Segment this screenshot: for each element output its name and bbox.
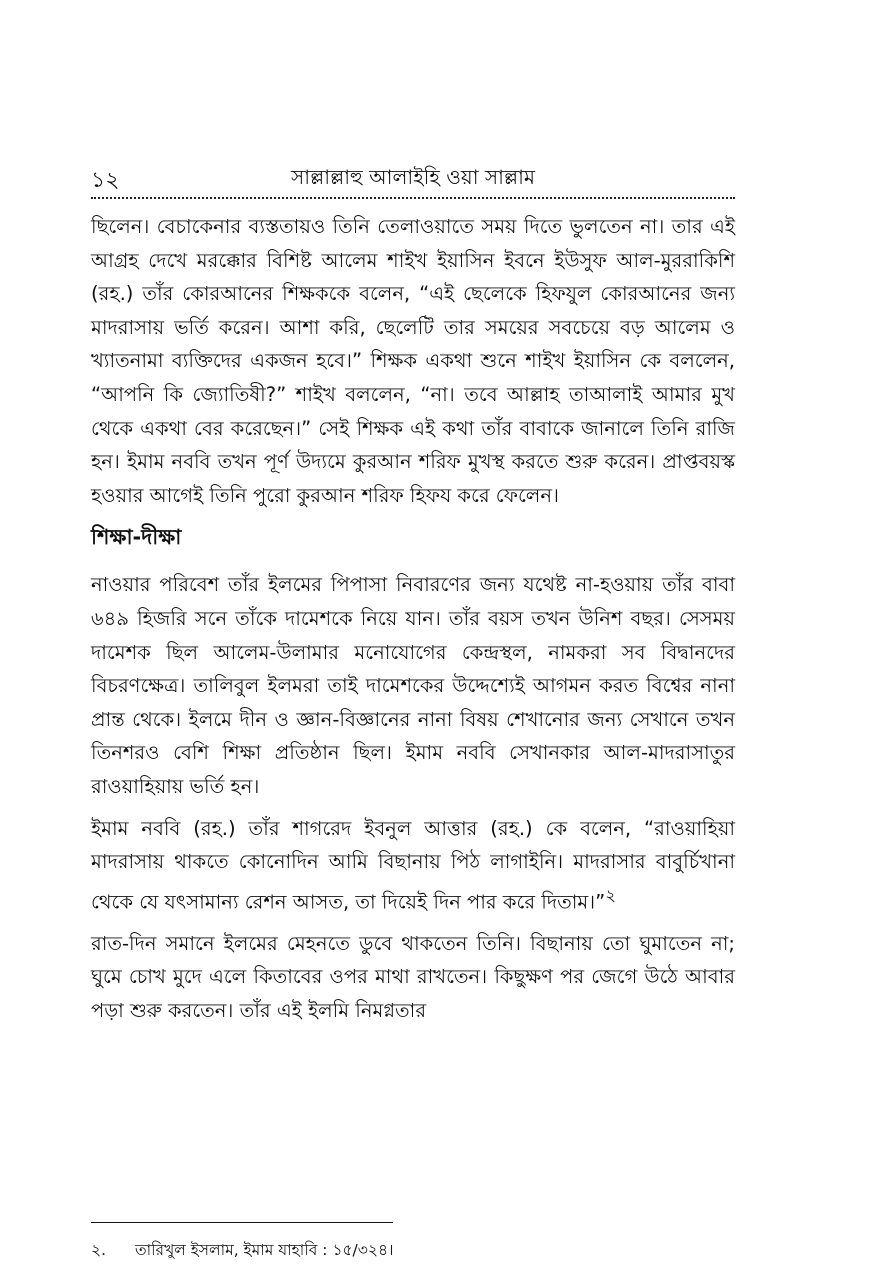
body-text (91, 210, 735, 1036)
running-title: সাল্লাল্লাহু আলাইহি ওয়া সাল্লাম (290, 165, 535, 189)
footnote (91, 1238, 735, 1264)
footnote-number: ২. (91, 1241, 107, 1259)
paragraph-text: ইমাম নববি (রহ.) তাঁর শাগরেদ ইবনুল আত্তার (রহ.) কে বলেন, “রাওয়াহিয়া মাদরাসায় থাকতে কোনোদিন আমি বিছানায় পিঠ লাগাইনি। মাদরাসার বাবুর্চিখানা থেকে যে যৎসামান্য রেশন আসত, তা দিয়েই দিন পার করে দিতাম।” (91, 816, 735, 914)
paragraph: রাত-দিন সমানে ইলমের মেহনতে ডুবে থাকতেন তিনি। বিছানায় তো ঘুমাতেন না; ঘুমে চোখ মুদে এলে কিতাবের ওপর মাথা রাখতেন। কিছুক্ষণ পর জেগে উঠে আবার পড়া শুরু করতেন। তাঁর এই ইলমি নিমগ্নতার (91, 931, 735, 1022)
footnote-marker: ২ (605, 885, 616, 905)
section-heading: শিক্ষা-দীক্ষা (91, 525, 182, 550)
page-number: ১২ (91, 168, 120, 193)
page-header (91, 163, 735, 193)
footnote-text: তারিখুল ইসলাম, ইমাম যাহাবি : ১৫/৩২৪। (135, 1241, 394, 1259)
header-dotted-rule (91, 197, 735, 199)
footnote-rule (91, 1222, 393, 1223)
paragraph-with-note (91, 812, 735, 919)
paragraph-intro: ছিলেন। বেচাকেনার ব্যস্ততায়ও তিনি তেলাওয়াতে সময় দিতে ভুলতেন না। তার এই আগ্রহ দেখে মরক্কোর বিশিষ্ট আলেম শাইখ ইয়াসিন ইবনে ইউসুফ আল-মুররাকিশি (রহ.) তাঁর কোরআনের শিক্ষককে বলেন, “এই ছেলেকে হিফযুল কোরআনের জন্য মাদরাসায় ভর্তি করেন। আশা করি, ছেলেটি তার সময়ের সবচেয়ে বড় আলেম ও খ্যাতনামা ব্যক্তিদের একজন হবে।” শিক্ষক একথা শুনে শাইখ ইয়াসিন কে বললেন, “আপনি কি জ্যোতিষী?” শাইখ বললেন, “না। তবে আল্লাহ তাআলাই আমার মুখ থেকে একথা বের করেছেন।” সেই শিক্ষক এই কথা তাঁর বাবাকে জানালে তিনি রাজি হন। ইমাম নববি তখন পূর্ণ উদ্যমে কুরআন শরিফ মুখস্থ করতে শুরু করেন। প্রাপ্তবয়স্ক হওয়ার আগেই তিনি পুরো কুরআন শরিফ হিফয করে ফেলেন। (91, 215, 735, 507)
paragraph: নাওয়ার পরিবেশ তাঁর ইলমের পিপাসা নিবারণের জন্য যথেষ্ট না-হওয়ায় তাঁর বাবা ৬৪৯ হিজরি সনে তাঁকে দামেশকে নিয়ে যান। তাঁর বয়স তখন উনিশ বছর। সেসময় দামেশক ছিল আলেম-উলামার মনোযোগের কেন্দ্রস্থল, নামকরা সব বিদ্বানদের বিচরণক্ষেত্র। তালিবুল ইলমরা তাই দামেশকের উদ্দেশ্যেই আগমন করত বিশ্বের নানা প্রান্ত থেকে। ইলমে দীন ও জ্ঞান-বিজ্ঞানের নানা বিষয় শেখানোর জন্য সেখানে তখন তিনশরও বেশি শিক্ষা প্রতিষ্ঠান ছিল। ইমাম নববি সেখানকার আল-মাদরাসাতুর রাওয়াহিয়ায় ভর্তি হন। (91, 573, 735, 798)
